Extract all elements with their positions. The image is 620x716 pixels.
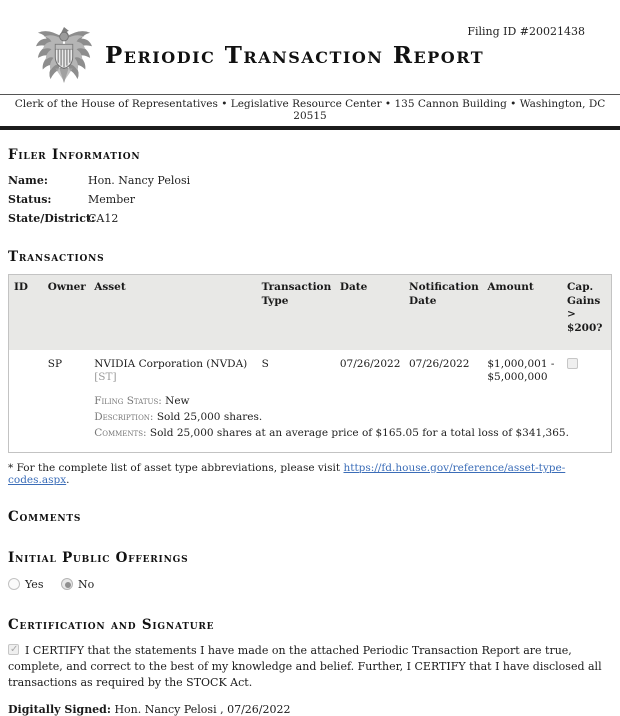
col-header-amount: Amount xyxy=(482,275,562,350)
filer-field-value: CA12 xyxy=(88,212,119,225)
transaction-details-row xyxy=(9,387,612,452)
asset-name: NVIDIA Corporation (NVDA) xyxy=(94,357,248,370)
col-header-transaction-type: Transaction Type xyxy=(257,275,335,350)
filing-status-line xyxy=(94,393,608,409)
asset-type-tag: [ST] xyxy=(94,371,117,384)
filer-field-label: State/District: xyxy=(8,212,96,225)
filing-status-label: Filing Status: xyxy=(94,394,162,407)
filer-field-status xyxy=(8,190,612,209)
initial-public-offerings-section xyxy=(8,550,612,591)
txn-amount-cell: $1,000,001 - $5,000,000 xyxy=(482,350,562,387)
filer-field-value: Hon. Nancy Pelosi xyxy=(88,174,191,187)
filer-fields xyxy=(8,171,612,228)
ipo-heading: Initial Public Offerings xyxy=(8,549,189,566)
digitally-signed-line xyxy=(8,703,612,716)
transaction-details-cell xyxy=(89,387,611,452)
digitally-signed-label: Digitally Signed: xyxy=(8,703,111,716)
col-header-owner: Owner xyxy=(43,275,89,350)
comments-section xyxy=(8,509,612,525)
transactions-table xyxy=(8,274,612,453)
filer-field-value: Member xyxy=(88,193,136,206)
footnote-text: * For the complete list of asset type abbreviations, please visit xyxy=(8,461,341,474)
txn-cap-gains-cell xyxy=(562,350,611,387)
filer-information-section xyxy=(8,147,612,228)
digitally-signed-value: Hon. Nancy Pelosi , 07/26/2022 xyxy=(114,703,291,716)
certification-checkbox[interactable] xyxy=(8,644,19,655)
page-title: Periodic Transaction Report xyxy=(105,41,485,69)
certification-section xyxy=(8,617,612,716)
masthead xyxy=(35,0,612,85)
col-header-notification-date: Notification Date xyxy=(404,275,482,350)
house-eagle-logo xyxy=(35,25,93,85)
description-line xyxy=(94,409,608,425)
clerk-address-line: Clerk of the House of Representatives • Legislative Resource Center • 135 Cannon Building • Washington, DC 20515 xyxy=(14,98,606,122)
transaction-row xyxy=(9,350,612,387)
description-value: Sold 25,000 shares. xyxy=(156,411,263,424)
certification-statement-row xyxy=(8,643,612,691)
header-divider-thick xyxy=(0,126,620,130)
txn-notification-date-cell: 07/26/2022 xyxy=(404,350,482,387)
cap-gains-checkbox[interactable] xyxy=(567,358,578,369)
txn-id-cell xyxy=(9,350,43,387)
col-header-id: ID xyxy=(9,275,43,350)
asset-type-footnote xyxy=(8,462,612,486)
filer-field-state-district xyxy=(8,209,612,228)
txn-owner-cell: SP xyxy=(43,350,89,387)
txn-date-cell: 07/26/2022 xyxy=(335,350,404,387)
txn-type-cell: S xyxy=(257,350,335,387)
txn-asset-cell xyxy=(89,350,256,387)
ipo-no-radio[interactable] xyxy=(61,578,73,590)
filer-field-name xyxy=(8,171,612,190)
table-header-row xyxy=(9,275,612,350)
certification-heading: Certification and Signature xyxy=(8,616,215,633)
col-header-asset: Asset xyxy=(89,275,256,350)
transactions-section xyxy=(8,249,612,486)
filer-field-label: Status: xyxy=(8,193,52,206)
asset-type-codes-link[interactable]: https://fd.house.gov/reference/asset-type-codes.aspx xyxy=(8,461,566,486)
comments-label: Comments: xyxy=(94,427,147,440)
comments-value: Sold 25,000 shares at an average price of $165.05 for a total loss of $341,365. xyxy=(149,427,569,440)
col-header-cap-gains: Cap. Gains > $200? xyxy=(562,275,611,350)
footnote-period: . xyxy=(66,473,70,486)
transactions-heading: Transactions xyxy=(8,249,105,265)
filing-id: Filing ID #20021438 xyxy=(467,25,585,38)
filer-field-label: Name: xyxy=(8,174,48,187)
description-label: Description: xyxy=(94,411,154,424)
comments-line xyxy=(94,425,608,441)
col-header-date: Date xyxy=(335,275,404,350)
filer-information-heading: Filer Information xyxy=(8,147,141,163)
ipo-no-label: No xyxy=(77,577,95,591)
certification-statement: I CERTIFY that the statements I have made on the attached Periodic Transaction Report are true, complete, and correct to the best of my knowledge and belief. Further, I CERTIFY that I have disclosed all transactions as required by the STOCK Act. xyxy=(8,643,602,689)
ipo-yes-label: Yes xyxy=(25,577,44,591)
comments-heading: Comments xyxy=(8,508,82,525)
ipo-yes-radio[interactable] xyxy=(8,578,20,590)
filing-status-value: New xyxy=(165,394,190,407)
